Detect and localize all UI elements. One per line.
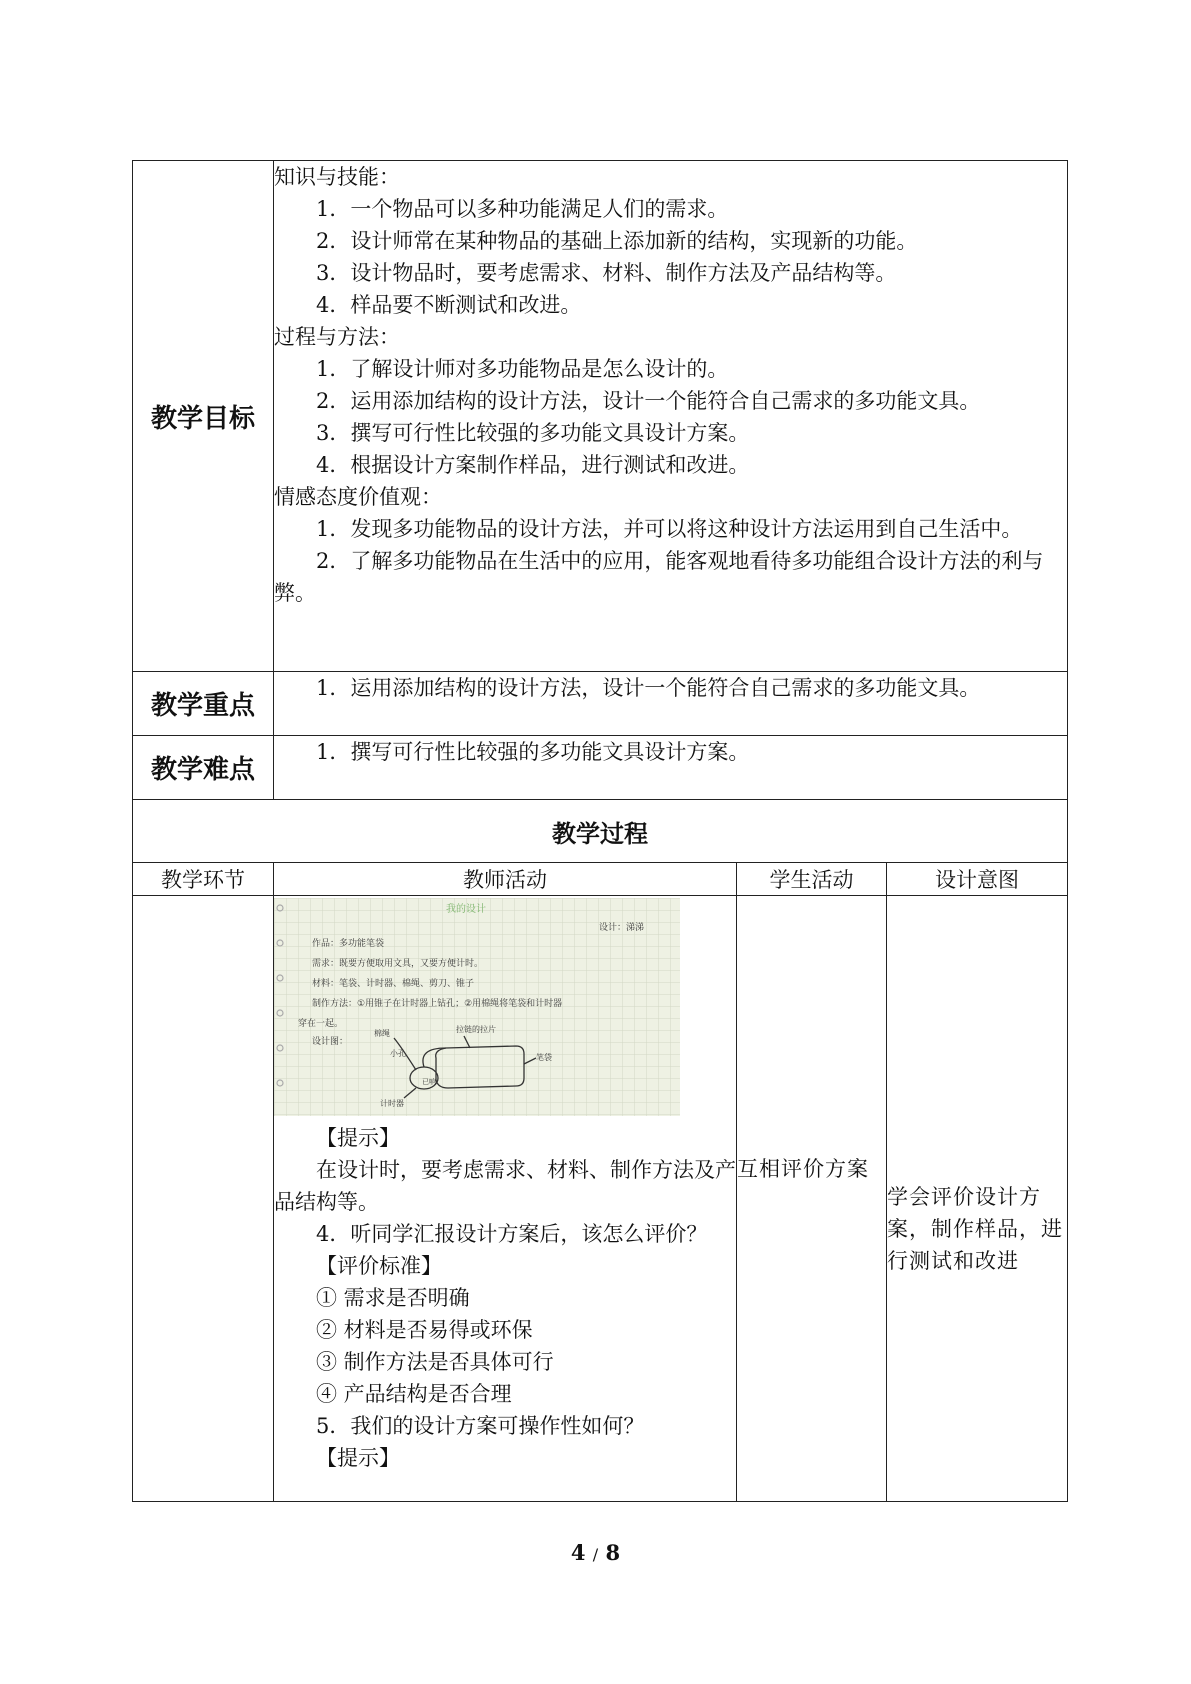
sketch-label-hole: 小孔 <box>390 1049 406 1058</box>
sketch-need: 需求：既要方便取用文具，又要方便计时。 <box>312 959 484 969</box>
intent-text: 学会评价设计方案，制作样品，进行测试和改进 <box>887 1184 1063 1273</box>
sketch-materials: 材料：笔袋、计时器、棉绳、剪刀、锥子 <box>312 979 475 989</box>
sketch-work: 作品：多功能笔袋 <box>312 939 385 949</box>
difficulty-label: 教学难点 <box>133 736 274 800</box>
question-5: 5．我们的设计方案可操作性如何？ <box>316 1414 645 1438</box>
key-point-text: 1．运用添加结构的设计方法，设计一个能符合自己需求的多功能文具。 <box>316 676 981 700</box>
difficulty-row <box>133 736 1068 800</box>
hint1-title: 【提示】 <box>316 1126 400 1150</box>
sketch-label-timer: 计时器 <box>380 1099 404 1108</box>
student-activity <box>737 896 887 1502</box>
sketch-label-rope: 棉绳 <box>374 1029 390 1038</box>
sketch-label-pull: 拉链的拉片 <box>456 1025 496 1034</box>
process-item: 2．运用添加结构的设计方法，设计一个能符合自己需求的多功能文具。 <box>316 389 981 413</box>
header-stage: 教学环节 <box>133 863 274 896</box>
criteria-item: ① 需求是否明确 <box>316 1286 470 1310</box>
criteria-title: 【评价标准】 <box>316 1254 442 1278</box>
design-intent <box>887 896 1068 1502</box>
objectives-row <box>133 161 1068 672</box>
page-number <box>0 1540 1191 1565</box>
knowledge-item: 3．设计物品时，要考虑需求、材料、制作方法及产品结构等。 <box>316 261 897 285</box>
header-intent: 设计意图 <box>887 863 1068 896</box>
header-teacher: 教师活动 <box>274 863 737 896</box>
lesson-plan-table <box>132 160 1068 1502</box>
emotion-title: 情感态度价值观： <box>274 485 442 509</box>
knowledge-item: 1．一个物品可以多种功能满足人们的需求。 <box>316 197 729 221</box>
objectives-content <box>274 161 1068 672</box>
student-text: 互相评价方案 <box>737 1156 869 1181</box>
key-point-label: 教学重点 <box>133 672 274 736</box>
process-item: 4．根据设计方案制作样品，进行测试和改进。 <box>316 453 750 477</box>
question-4: 4．听同学汇报设计方案后，该怎么评价？ <box>316 1222 708 1246</box>
design-sketch-image <box>274 898 680 1116</box>
difficulty-text: 1．撰写可行性比较强的多功能文具设计方案。 <box>316 740 750 764</box>
criteria-item: ② 材料是否易得或环保 <box>316 1318 533 1342</box>
sketch-designer: 设计：涕涕 <box>599 923 645 933</box>
objectives-label: 教学目标 <box>133 161 274 672</box>
sketch-timer-face: 已响 <box>422 1078 436 1086</box>
hint2-title: 【提示】 <box>316 1446 400 1470</box>
page-separator: / <box>592 1545 599 1564</box>
process-item: 1．了解设计师对多功能物品是怎么设计的。 <box>316 357 729 381</box>
header-student: 学生活动 <box>737 863 887 896</box>
process-title: 过程与方法： <box>274 325 400 349</box>
criteria-item: ③ 制作方法是否具体可行 <box>316 1350 554 1374</box>
knowledge-title: 知识与技能： <box>274 165 400 189</box>
sketch-method-2: 穿在一起。 <box>298 1019 344 1029</box>
knowledge-item: 2．设计师常在某种物品的基础上添加新的结构，实现新的功能。 <box>316 229 918 253</box>
stage-cell <box>133 896 274 1502</box>
key-point-row <box>133 672 1068 736</box>
process-item: 3．撰写可行性比较强的多功能文具设计方案。 <box>316 421 750 445</box>
process-title: 教学过程 <box>133 800 1068 863</box>
hint1-text: 在设计时，要考虑需求、材料、制作方法及产品结构等。 <box>274 1158 736 1214</box>
emotion-item: 1．发现多功能物品的设计方法，并可以将这种设计方法运用到自己生活中。 <box>316 517 1023 541</box>
process-title-row <box>133 800 1068 863</box>
process-header-row <box>133 863 1068 896</box>
emotion-item: 2．了解多功能物品在生活中的应用，能客观地看待多功能组合设计方法的利与弊。 <box>274 549 1044 605</box>
sketch-method-1: 制作方法：①用锥子在计时器上钻孔；②用棉绳将笔袋和计时器 <box>312 999 563 1009</box>
criteria-item: ④ 产品结构是否合理 <box>316 1382 512 1406</box>
sketch-diagram-label: 设计图： <box>312 1037 349 1047</box>
knowledge-item: 4．样品要不断测试和改进。 <box>316 293 582 317</box>
sketch-label-bag: 笔袋 <box>536 1053 552 1062</box>
sketch-title: 我的设计 <box>446 904 486 915</box>
process-row <box>133 896 1068 1502</box>
page-total: 8 <box>605 1540 621 1565</box>
teacher-activity <box>274 896 737 1502</box>
page-current: 4 <box>570 1540 586 1565</box>
